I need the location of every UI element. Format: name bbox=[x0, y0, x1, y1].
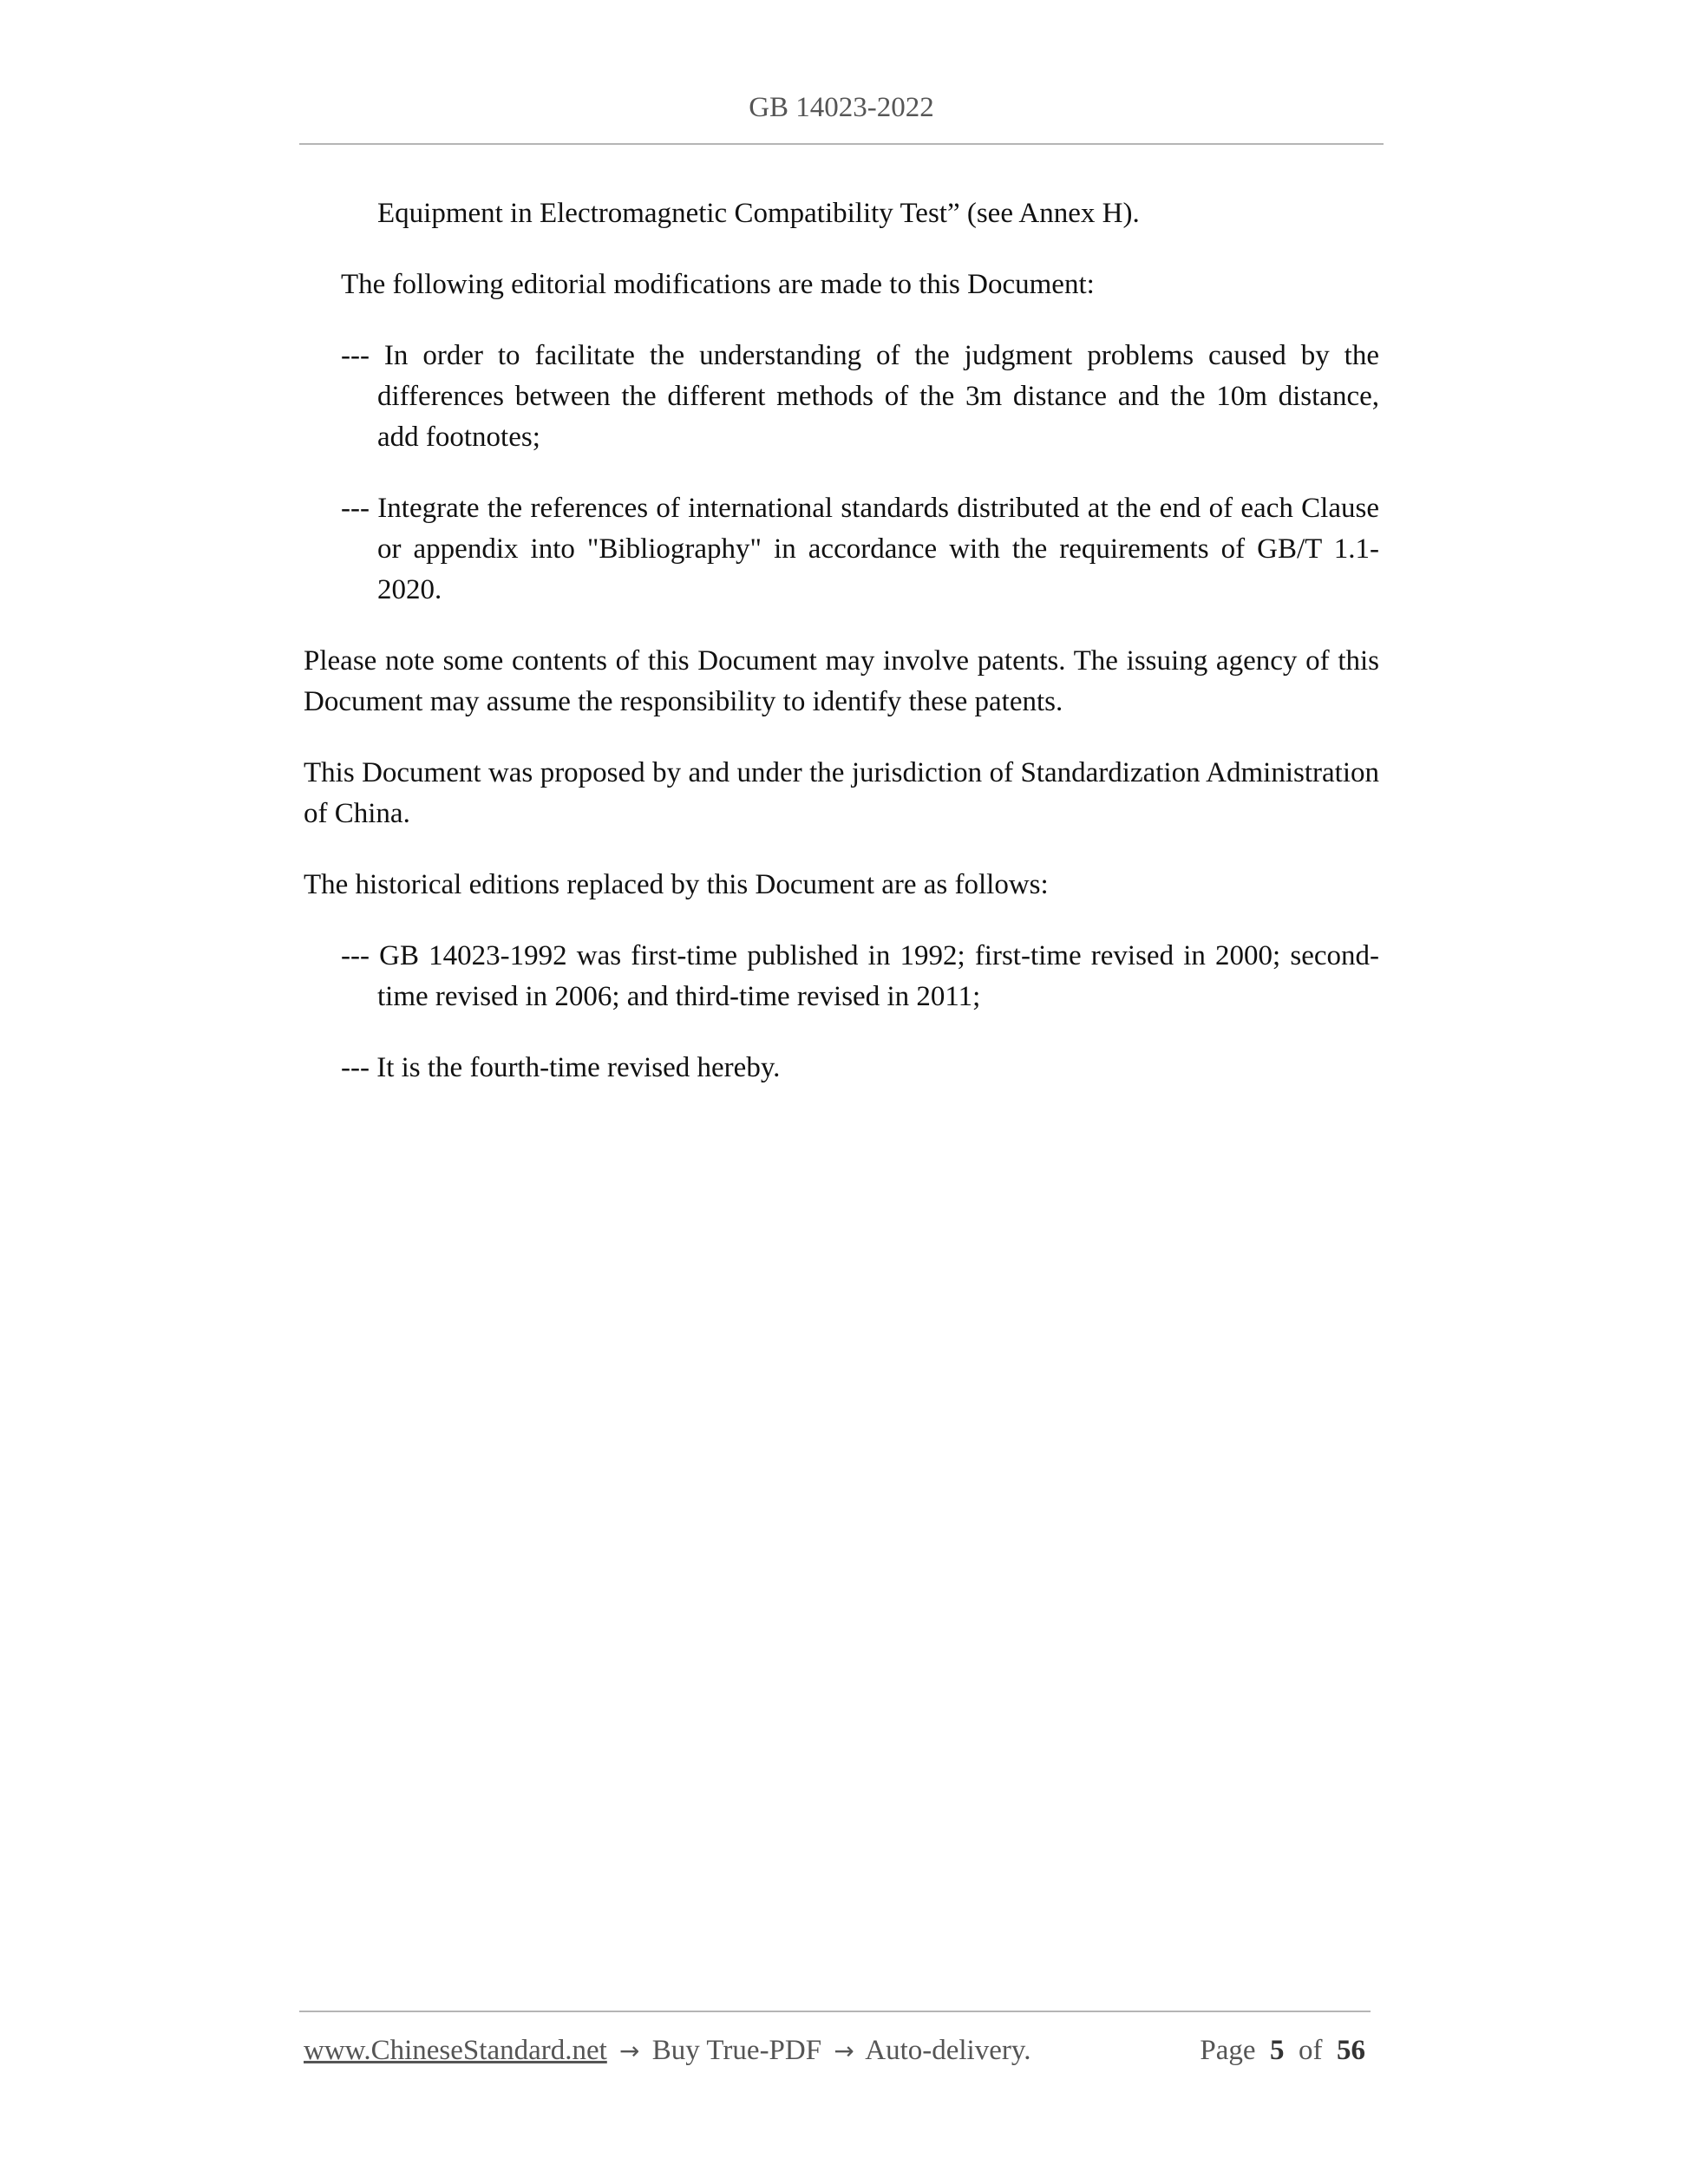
list-item-bibliography: --- Integrate the references of international standards distributed at the end of each Clause or appendix into "Bibliography" in accordance with the requirements of GB/T 1.1-2020. bbox=[341, 493, 1379, 605]
page-indicator bbox=[1200, 2031, 1365, 2070]
auto-delivery-text: Auto-delivery. bbox=[865, 2035, 1031, 2066]
footer-divider bbox=[299, 2011, 1371, 2012]
list-item-fourth-revision: --- It is the fourth-time revised hereby. bbox=[341, 1052, 781, 1083]
buy-true-pdf-text: Buy True-PDF bbox=[651, 2035, 822, 2066]
document-body bbox=[304, 193, 1379, 1119]
page-footer bbox=[304, 2031, 1371, 2070]
document-code: GB 14023-2022 bbox=[749, 92, 934, 123]
page-number: 5 bbox=[1270, 2035, 1285, 2066]
paragraph-continuation: Equipment in Electromagnetic Compatibility Test” (see Annex H). bbox=[377, 198, 1140, 229]
of-label: of bbox=[1299, 2035, 1323, 2066]
footer-links bbox=[304, 2031, 1030, 2070]
paragraph-patents: Please note some contents of this Document may involve patents. The issuing agency of this Document may assume the responsibility to identify these patents. bbox=[304, 645, 1379, 717]
list-item-footnotes: --- In order to facilitate the understanding of the judgment problems caused by the differences between the different methods of the 3m distance and the 10m distance, add footnotes; bbox=[341, 340, 1379, 453]
arrow-right-icon: → bbox=[619, 2037, 640, 2065]
page-label: Page bbox=[1200, 2035, 1256, 2066]
paragraph-jurisdiction: This Document was proposed by and under the jurisdiction of Standardization Administration of China. bbox=[304, 757, 1379, 829]
paragraph-historical-editions: The historical editions replaced by this Document are as follows: bbox=[304, 869, 1049, 900]
website-link[interactable]: www.ChineseStandard.net bbox=[304, 2035, 607, 2066]
paragraph-editorial-intro: The following editorial modifications are made to this Document: bbox=[341, 269, 1095, 300]
page-header bbox=[299, 90, 1384, 125]
header-divider bbox=[299, 143, 1384, 145]
arrow-right-icon: → bbox=[834, 2037, 854, 2065]
list-item-edition-history: --- GB 14023-1992 was first-time published in 1992; first-time revised in 2000; second-time revised in 2006; and third-time revised in 2011; bbox=[341, 940, 1379, 1012]
total-pages: 56 bbox=[1337, 2035, 1365, 2066]
